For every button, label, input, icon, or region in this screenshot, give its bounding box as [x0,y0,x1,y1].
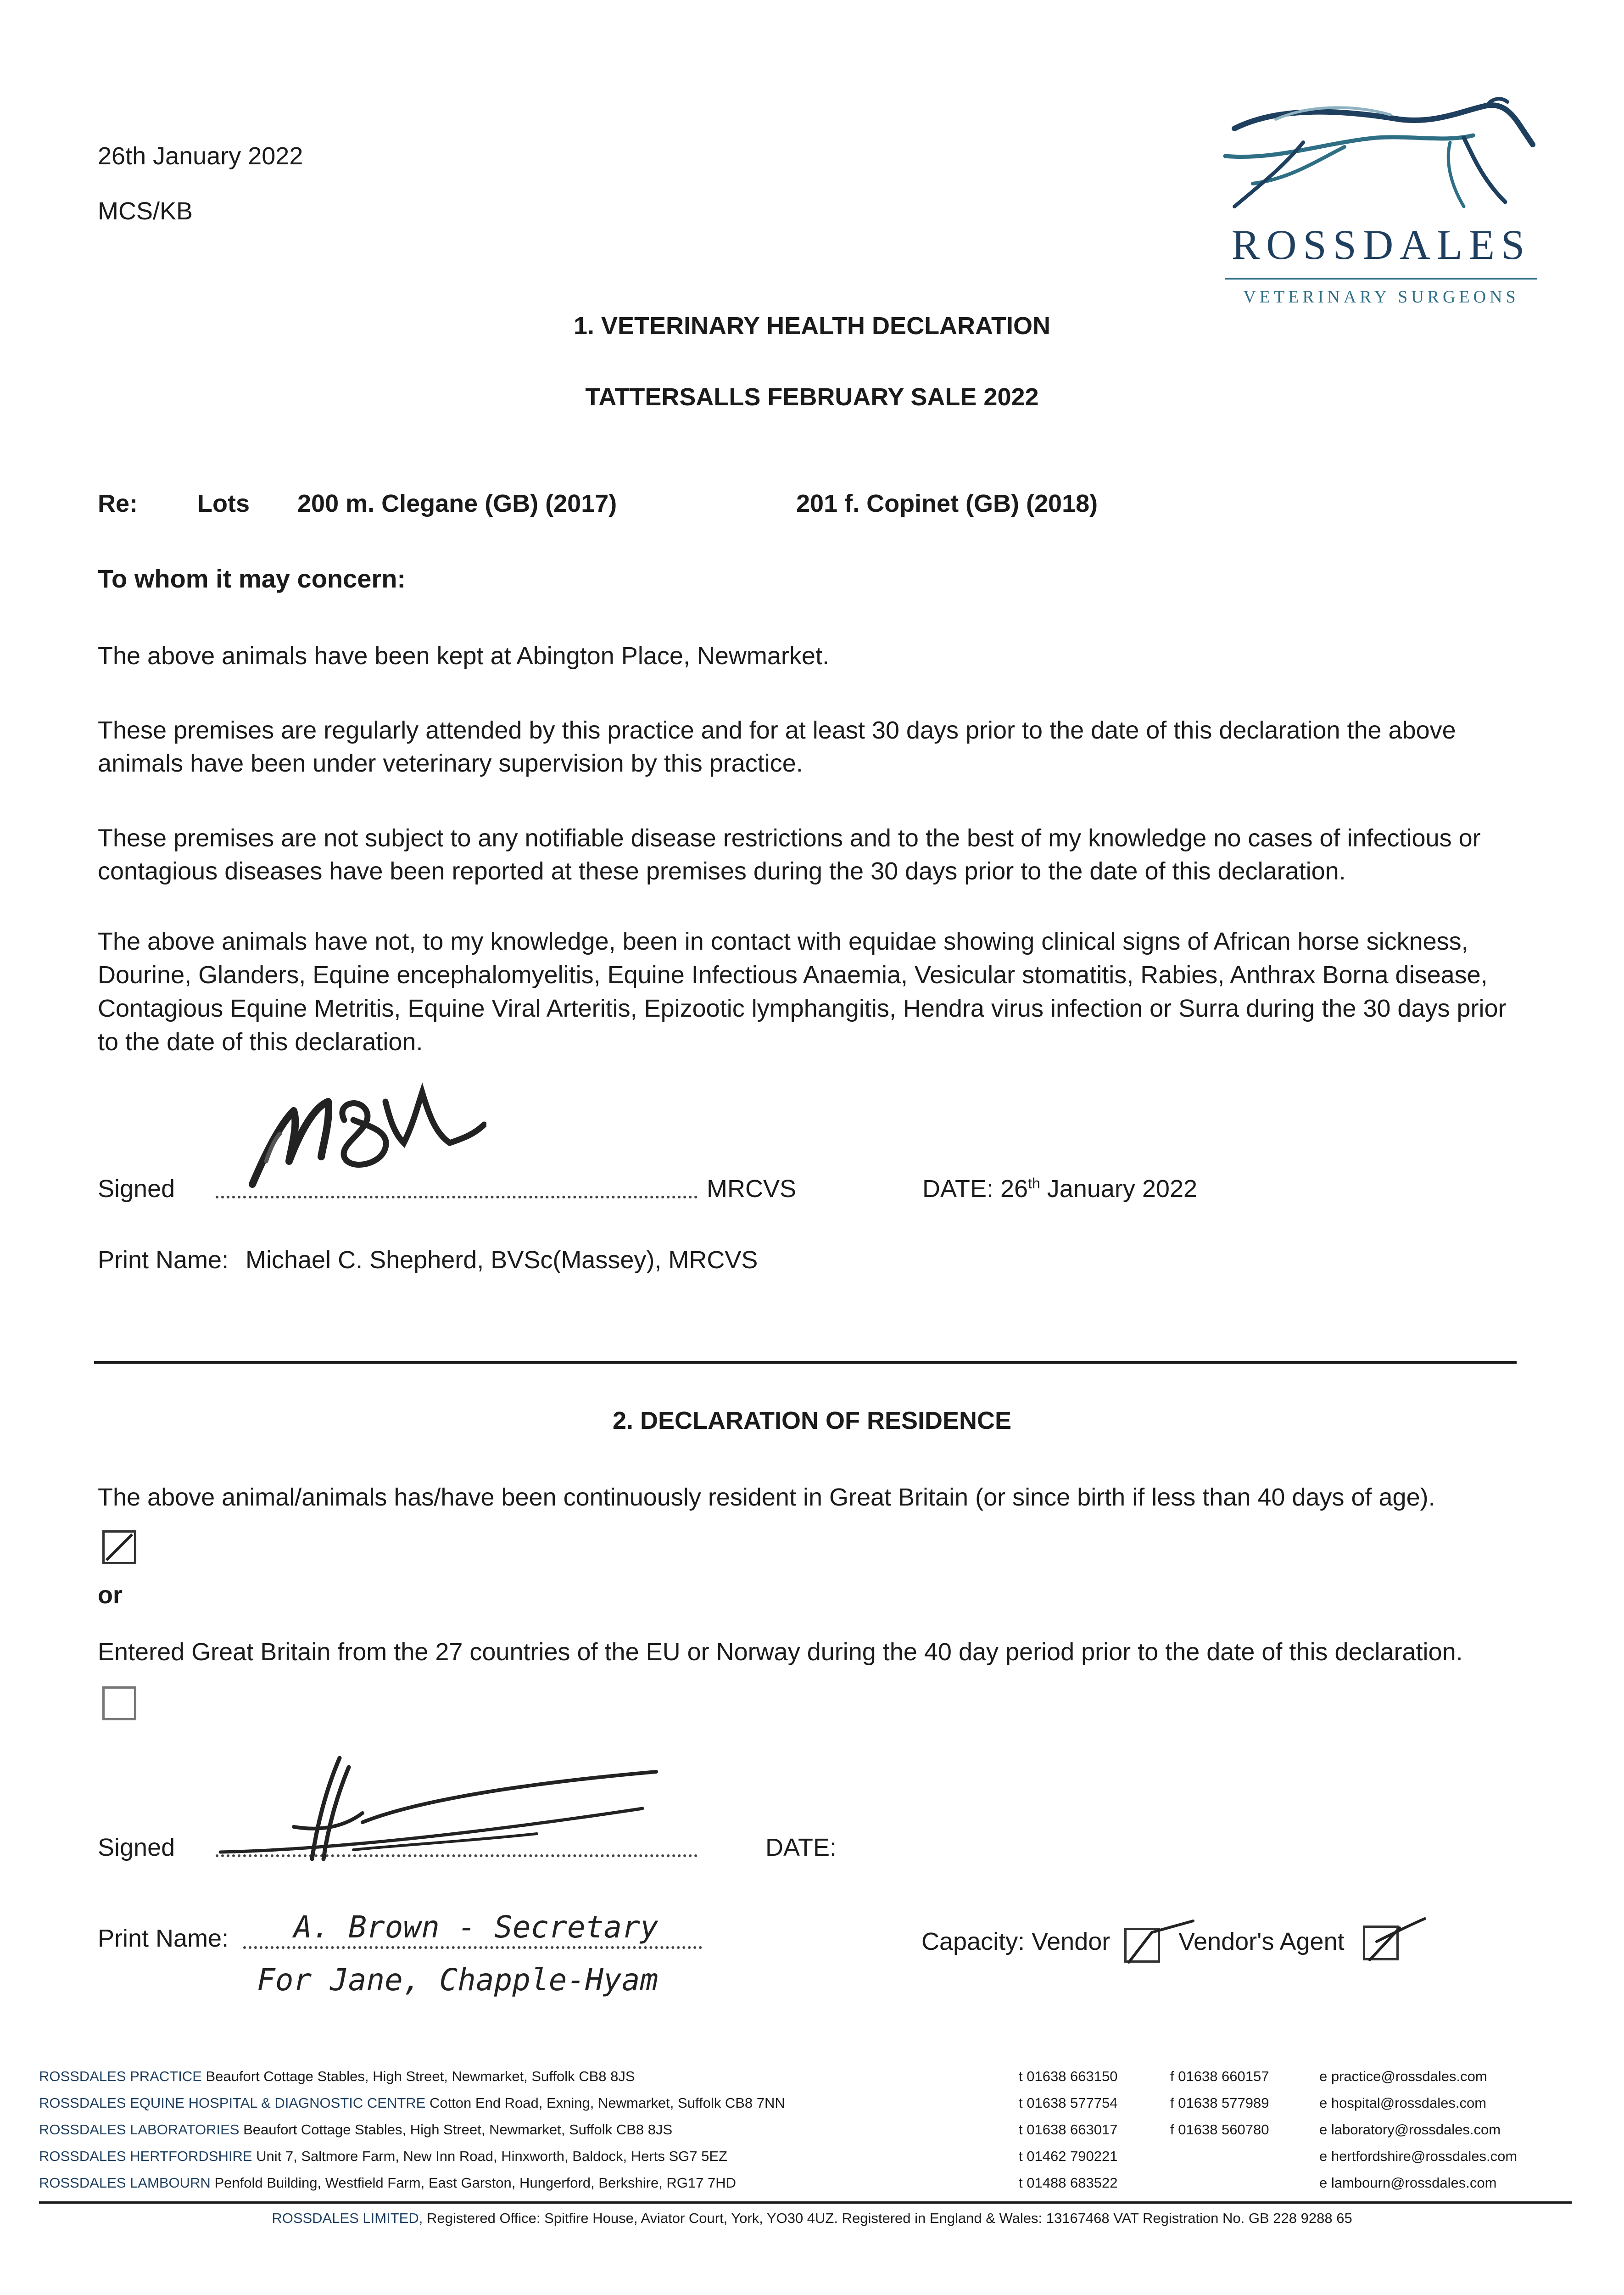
horse-logo-icon [1207,92,1537,230]
footer-registered-name: ROSSDALES LIMITED, [272,2210,423,2226]
footer-lambourn-name: ROSSDALES LAMBOURN [39,2175,211,2191]
residence-option-2-text: Entered Great Britain from the 27 countries of the EU or Norway during the 40 day period prior to the date of this declaration. [98,1638,1463,1666]
footer-hospital-name: ROSSDALES EQUINE HOSPITAL & DIAGNOSTIC CENTRE [39,2095,426,2111]
footer-hertfordshire-name: ROSSDALES HERTFORDSHIRE [39,2148,252,2164]
footer-laboratories-fax: f 01638 560780 [1170,2121,1269,2138]
footer-lambourn-tel: t 01488 683522 [1019,2175,1118,2191]
paragraph-supervision: These premises are regularly attended by this practice and for at least 30 days prior to the date of this declaration the above animals have been under veterinary supervision by this practice. [98,716,1456,777]
checkmark-icon [105,1533,134,1562]
footer-practice-fax: f 01638 660157 [1170,2068,1269,2084]
footer-hospital-fax: f 01638 577989 [1170,2095,1269,2111]
section-divider [94,1361,1517,1364]
print-name-label-2: Print Name: [98,1925,229,1952]
lots-label: Lots [197,490,250,517]
print-name-value-1: Michael C. Shepherd, BVSc(Massey), MRCVS [246,1246,758,1274]
footer-laboratories-tel: t 01638 663017 [1019,2121,1118,2138]
footer-laboratories-email[interactable]: e laboratory@rossdales.com [1319,2121,1501,2138]
residence-option-2-checkbox[interactable] [102,1686,136,1720]
footer-laboratories-name: ROSSDALES LABORATORIES [39,2121,240,2138]
footer-practice-tel: t 01638 663150 [1019,2068,1118,2084]
footer-practice-email[interactable]: e practice@rossdales.com [1319,2068,1487,2084]
or-label: or [98,1581,123,1609]
handwritten-signature-1 [248,1069,486,1189]
salutation: To whom it may concern: [98,564,406,593]
logo-divider [1225,278,1537,280]
mrcvs-label: MRCVS [707,1175,797,1203]
signed-label-2: Signed [98,1834,175,1861]
footer-row-hospital [39,2090,1553,2116]
rossdales-logo [1207,92,1537,326]
section1-subtitle: TATTERSALLS FEBRUARY SALE 2022 [585,383,1039,411]
paragraph-kept: The above animals have been kept at Abington Place, Newmarket. [98,642,829,670]
date-prefix: DATE: 26 [922,1175,1028,1203]
re-label: Re: [98,490,138,517]
paragraph-restrictions: These premises are not subject to any notifiable disease restrictions and to the best of my knowledge no cases of infectious or contagious diseases have been reported at these premises during the 30 days prior to the date of this declaration. [98,824,1481,885]
residence-option-1-checkbox[interactable] [102,1530,136,1564]
footer-registered [0,2210,1624,2227]
print-name-label-1: Print Name: [98,1246,229,1274]
footer-hospital-tel: t 01638 577754 [1019,2095,1118,2111]
footer-practice-address: Beaufort Cottage Stables, High Street, Newmarket, Suffolk CB8 8JS [206,2068,635,2084]
footer-row-practice [39,2063,1553,2090]
handwritten-print-name-2: For Jane, Chapple-Hyam [257,1962,659,1998]
footer-laboratories-address: Beaufort Cottage Stables, High Street, Newmarket, Suffolk CB8 8JS [243,2121,673,2138]
vendors-agent-label: Vendor's Agent [1178,1928,1345,1955]
signed-label-1: Signed [98,1175,175,1203]
handwritten-signature-2 [216,1753,675,1868]
capacity-vendor-label: Capacity: Vendor [921,1928,1111,1955]
logo-name: ROSSDALES [1231,221,1531,268]
footer-hospital-email[interactable]: e hospital@rossdales.com [1319,2095,1487,2111]
section2-title: 2. DECLARATION OF RESIDENCE [612,1407,1012,1434]
section1-title: 1. VETERINARY HEALTH DECLARATION [573,312,1051,340]
footer-lambourn-address: Penfold Building, Westfield Farm, East Garston, Hungerford, Berkshire, RG17 7HD [214,2175,737,2191]
handwritten-print-name-1: A. Brown - Secretary [294,1909,659,1945]
date-suffix: January 2022 [1040,1175,1198,1203]
footer-contacts [39,2063,1553,2196]
footer-row-hertfordshire [39,2143,1553,2170]
letter-reference: MCS/KB [98,197,193,225]
footer-row-lambourn [39,2170,1553,2196]
footer-hertfordshire-email[interactable]: e hertfordshire@rossdales.com [1319,2148,1518,2164]
date-label-2: DATE: [765,1834,837,1861]
vendors-agent-checkbox[interactable] [1363,1926,1399,1960]
footer-row-laboratories [39,2116,1553,2143]
vendor-checkbox[interactable] [1124,1928,1160,1963]
footer-lambourn-email[interactable]: e lambourn@rossdales.com [1319,2175,1497,2191]
lot-1: 200 m. Clegane (GB) (2017) [297,490,617,517]
residence-option-1-text: The above animal/animals has/have been continuously resident in Great Britain (or since birth if less than 40 days of age). [98,1483,1435,1511]
footer-registered-text: Registered Office: Spitfire House, Aviator Court, York, YO30 4UZ. Registered in England & Wales: 13167468 VAT Registration No. GB 228 9288 65 [426,2210,1352,2226]
logo-tagline: VETERINARY SURGEONS [1243,287,1519,307]
checkmark-icon [1363,1914,1427,1965]
date-sup: th [1028,1175,1040,1192]
signature-date-1 [922,1173,1197,1205]
footer-hospital-address: Cotton End Road, Exning, Newmarket, Suffolk CB8 7NN [429,2095,785,2111]
footer-divider [39,2201,1572,2204]
letter-date: 26th January 2022 [98,142,303,170]
footer-hertfordshire-tel: t 01462 790221 [1019,2148,1118,2164]
residence-option-2 [98,1627,1484,1726]
footer-hertfordshire-address: Unit 7, Saltmore Farm, New Inn Road, Hinxworth, Baldock, Herts SG7 5EZ [256,2148,727,2164]
footer-practice-name: ROSSDALES PRACTICE [39,2068,202,2084]
lot-2: 201 f. Copinet (GB) (2018) [796,490,1098,517]
residence-option-1 [98,1473,1470,1570]
paragraph-contact: The above animals have not, to my knowledge, been in contact with equidae showing clinical signs of African horse sickness, Dourine, Glanders, Equine encephalomyelitis, Equine Infectious Anaemia, Vesicular stomatitis, Rabies, Anthrax Borna disease, Contagious Equine Metritis, Equine Viral Arteritis, Epizootic lymphangitis, Hendra virus infection or Surra during the 30 days prior to the date of this declaration. [98,928,1507,1056]
